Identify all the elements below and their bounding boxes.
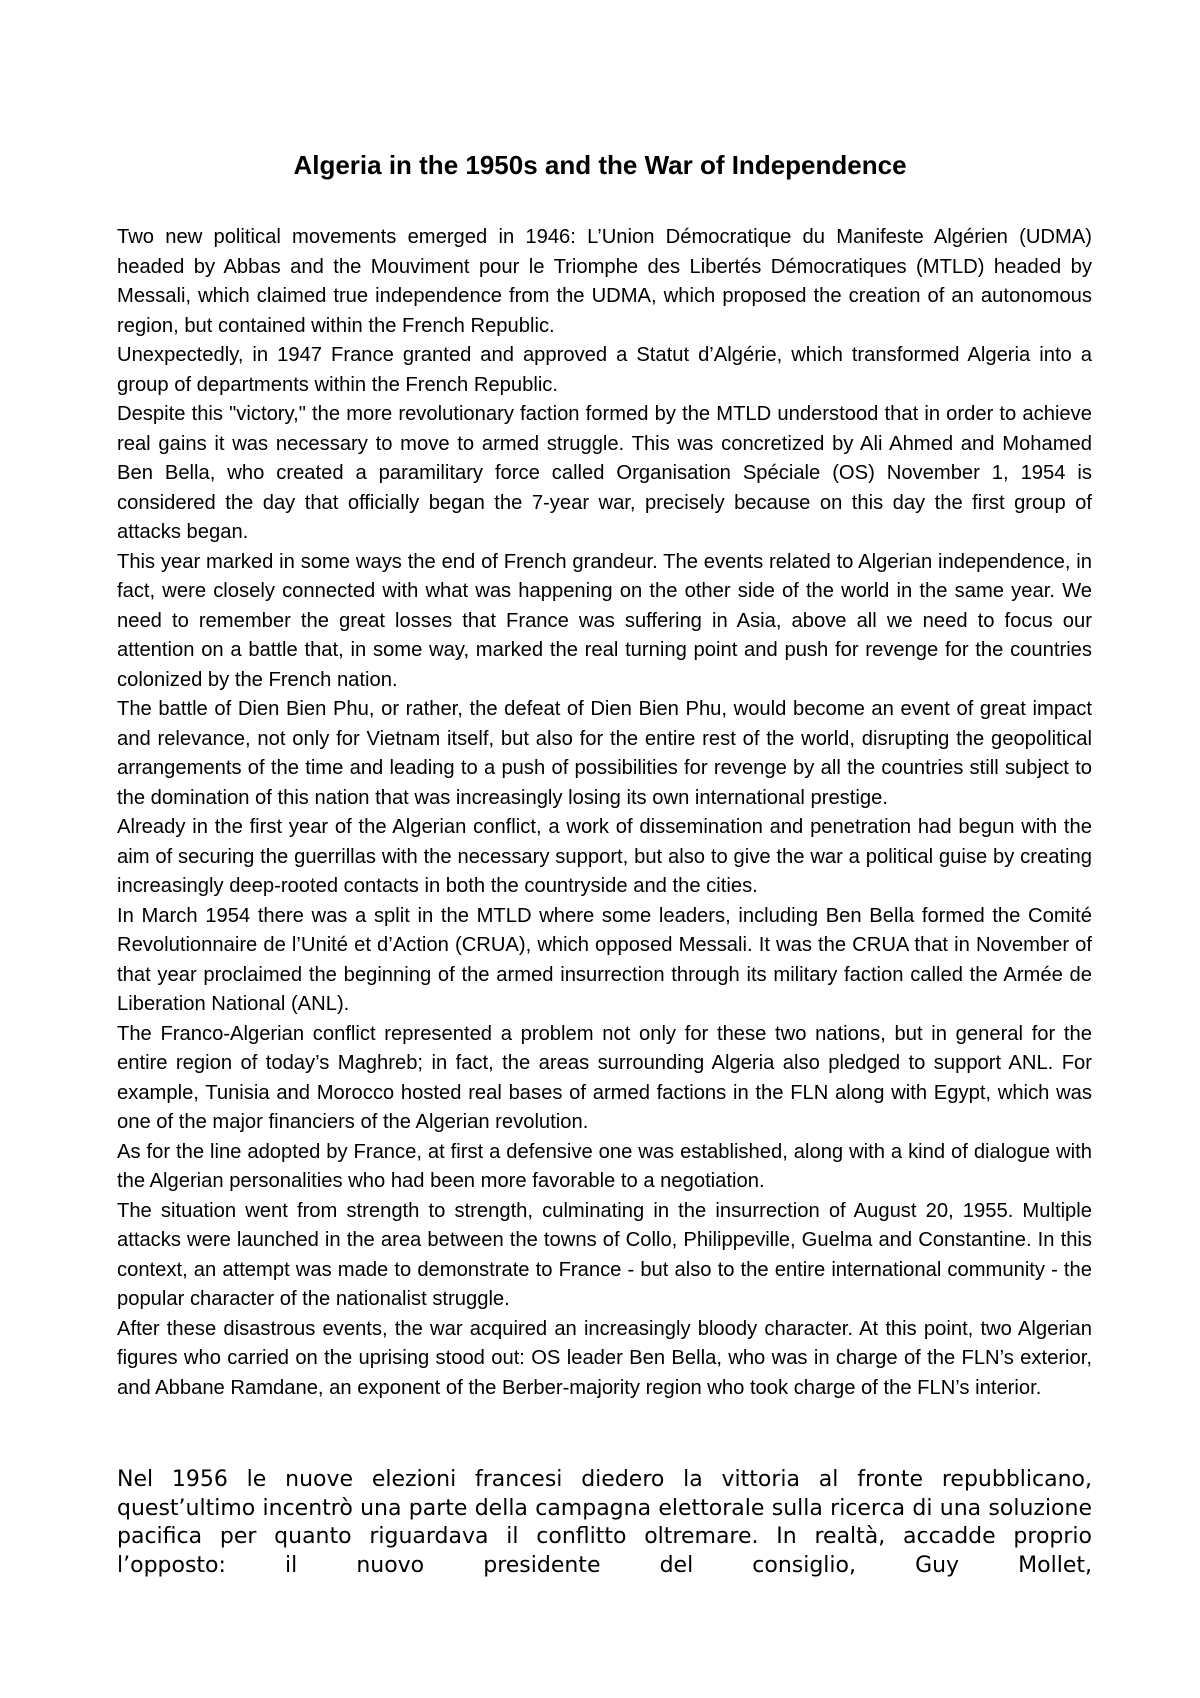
paragraph-9: As for the line adopted by France, at first a defensive one was established, along with a kind of dialogue with the Algerian personalities who had been more favorable to a negotiation. xyxy=(117,1140,1092,1192)
paragraph-4: This year marked in some ways the end of French grandeur. The events related to Algerian independence, in fact, were closely connected with what was happening on the other side of the world in the same year. We need to remember the great losses that France was suffering in Asia, above all we need to focus our attention on a battle that, in some way, marked the real turning point and push for revenge for the countries colonized by the French nation. xyxy=(117,550,1092,691)
paragraph-3: Despite this "victory," the more revolutionary faction formed by the MTLD understood that in order to achieve real gains it was necessary to move to armed struggle. This was concretized by Ali Ahmed and Mohamed Ben Bella, who created a paramilitary force called Organisation Spéciale (OS) November 1, 1954 is considered the day that officially began the 7-year war, precisely because on this day the first group of attacks began. xyxy=(117,403,1092,543)
italian-paragraph: Nel 1956 le nuove elezioni francesi diedero la vittoria al fronte repubblicano, quest’ultimo incentrò una parte della campagna elettorale sulla ricerca di una soluzione pacifica per quanto riguardava il conflitto oltremare. In realtà, accadde proprio l’opposto: il nuovo presidente del consiglio, Guy Mollet, xyxy=(117,1467,1092,1578)
paragraph-7: In March 1954 there was a split in the MTLD where some leaders, including Ben Bella formed the Comité Revolutionnaire de l’Unité et d’Action (CRUA), which opposed Messali. It was the CRUA that in November of that year proclaimed the beginning of the armed insurrection through its military faction called the Armée de Liberation National (ANL). xyxy=(117,904,1092,1015)
paragraph-10: The situation went from strength to strength, culminating in the insurrection of August 20, 1955. Multiple attacks were launched in the area between the towns of Collo, Philippeville, Guelma and Constantine. In this context, an attempt was made to demonstrate to France - but also to the entire international community - the popular character of the nationalist struggle. xyxy=(117,1199,1092,1310)
paragraph-1: Two new political movements emerged in 1946: L’Union Démocratique du Manifeste Algérien (UDMA) headed by Abbas and the Mouviment pour le Triomphe des Libertés Démocratiques (MTLD) headed by Messali, which claimed true independence from the UDMA, which proposed the creation of an autonomous region, but contained within the French Republic. xyxy=(117,226,1092,337)
document-body xyxy=(117,223,1092,1403)
page-title: Algeria in the 1950s and the War of Independence xyxy=(293,150,907,180)
paragraph-6: Already in the first year of the Algerian conflict, a work of dissemination and penetration had begun with the aim of securing the guerrillas with the necessary support, but also to give the war a political guise by creating increasingly deep-rooted contacts in both the countryside and the cities. xyxy=(117,816,1092,897)
paragraph-2: Unexpectedly, in 1947 France granted and approved a Statut d’Algérie, which transformed Algeria into a group of departments within the French Republic. xyxy=(117,344,1092,396)
paragraph-5: The battle of Dien Bien Phu, or rather, the defeat of Dien Bien Phu, would become an event of great impact and relevance, not only for Vietnam itself, but also for the entire rest of the world, disrupting the geopolitical arrangements of the time and leading to a push of possibilities for revenge by all the countries still subject to the domination of this nation that was increasingly losing its own international prestige. xyxy=(117,698,1092,809)
paragraph-8: The Franco-Algerian conflict represented a problem not only for these two nations, but in general for the entire region of today’s Maghreb; in fact, the areas surrounding Algeria also pledged to support ANL. For example, Tunisia and Morocco hosted real bases of armed factions in the FLN along with Egypt, which was one of the major financiers of the Algerian revolution. xyxy=(117,1022,1092,1133)
paragraph-11: After these disastrous events, the war acquired an increasingly bloody character. At this point, two Algerian figures who carried on the uprising stood out: OS leader Ben Bella, who was in charge of the FLN’s exterior, and Abbane Ramdane, an exponent of the Berber-majority region who took charge of the FLN’s interior. xyxy=(117,1317,1092,1399)
